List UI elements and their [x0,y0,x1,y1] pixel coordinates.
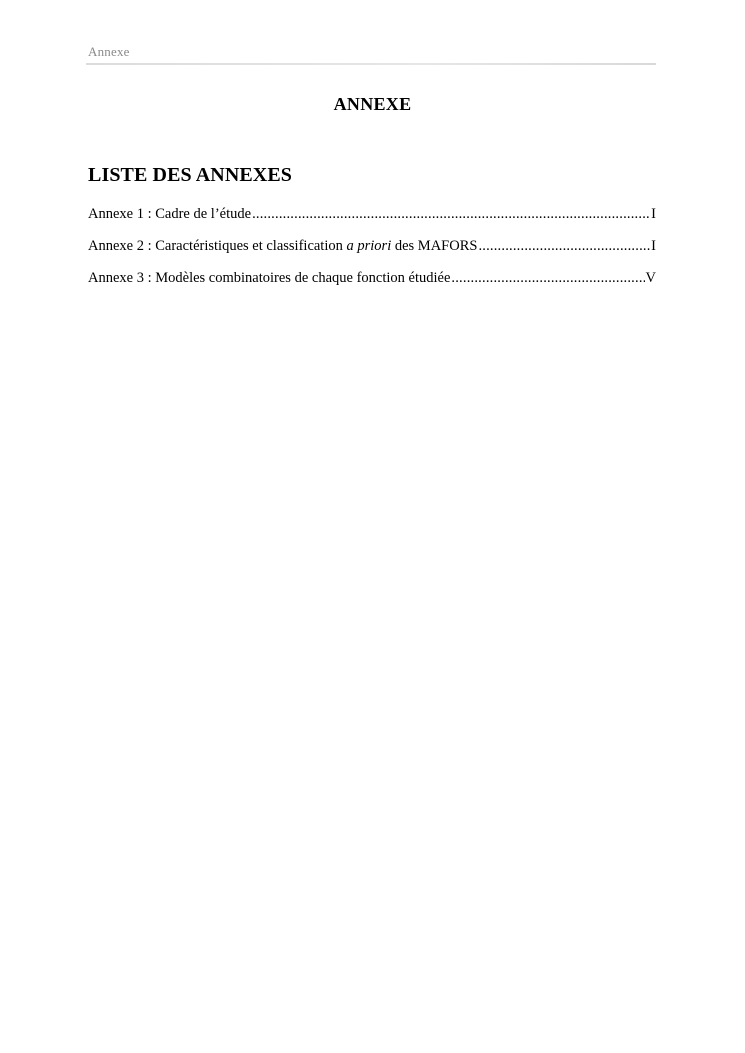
toc-entry-italic-text: a priori [346,238,392,254]
toc-entry-annexe-1[interactable] [88,206,656,238]
header-divider [86,63,656,65]
toc-entry-text: Annexe 3 : Modèles combinatoires de chaque fonction étudiée [88,270,451,286]
toc-entry-label [88,238,477,255]
toc-entry-text: Annexe 1 : Cadre de l’étude [88,206,252,222]
toc-page-number: I [651,238,656,254]
toc-entry-annexe-2[interactable] [88,238,656,270]
toc-dot-leader [252,206,650,223]
toc-entry-text: Annexe 2 : Caractéristiques et classification [88,238,347,254]
page-title: ANNEXE [333,94,412,114]
running-header: Annexe [88,44,130,59]
toc-entry-text-suffix: des MAFORS [391,238,478,254]
toc-entry-label [88,206,251,223]
toc-heading: LISTE DES ANNEXES [88,164,293,186]
toc-entry-label [88,270,450,287]
toc-page-number: V [645,270,656,286]
table-of-contents [88,206,656,302]
toc-dot-leader [478,238,650,255]
toc-page-number: I [651,206,656,222]
toc-dot-leader [451,270,644,287]
toc-entry-annexe-3[interactable] [88,270,656,302]
